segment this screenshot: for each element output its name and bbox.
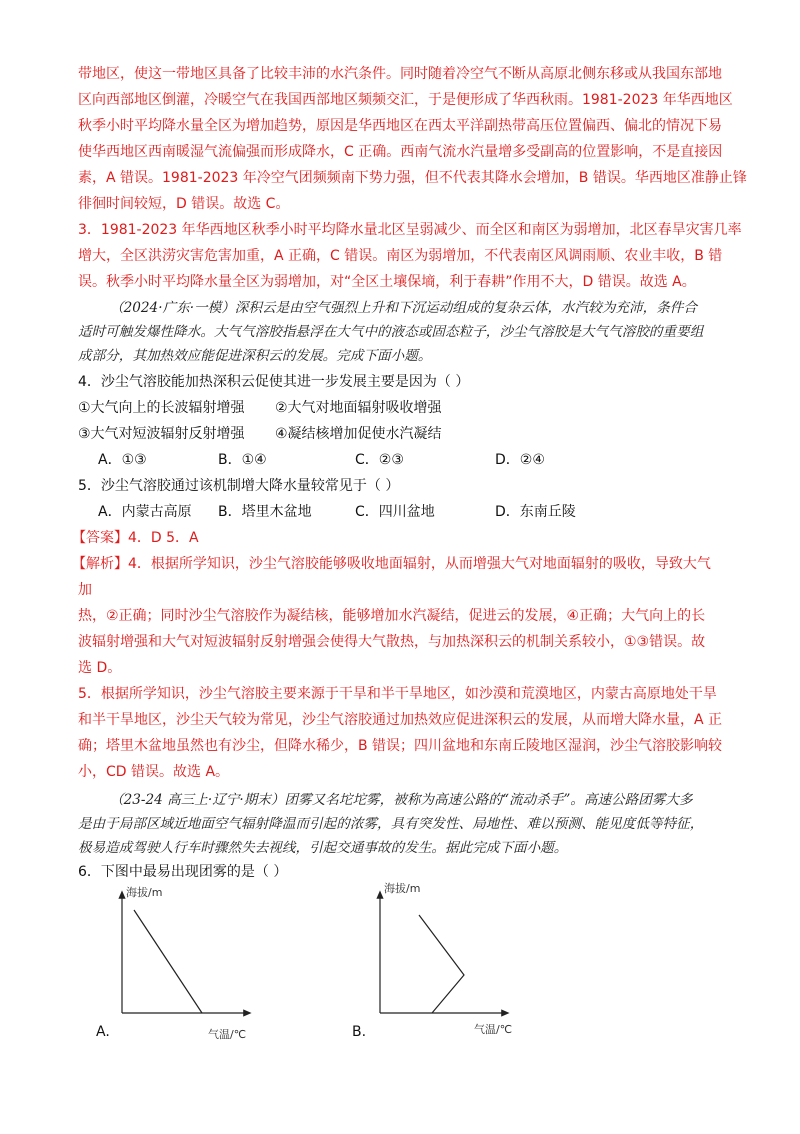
q5-choice-c[interactable]: C．四川盆地 <box>355 504 435 520</box>
answer-line <box>72 528 199 548</box>
intro-line: 极易造成驾驶人行车时骤然失去视线，引起交通事故的发生。据此完成下面小题。 <box>78 840 568 856</box>
analysis-line: 使华西地区西南暖湿气流偏强而形成降水，C 正确。西南气流水汽量增多受副高的位置影响，不是直接因 <box>78 144 723 160</box>
question-4-stem: 4．沙尘气溶胶能加热深积云促使其进一步发展主要是因为（ ） <box>78 374 470 390</box>
analysis-4-line: 波辐射增强和大气对短波辐射反射增强会使得大气散热，与加热深积云的机制关系较小，①③错误。故 <box>78 634 706 650</box>
q3-analysis-line: 增大，全区洪涝灾害危害加重，A 正确，C 错误。南区为弱增加，不代表南区风调雨顺、农业丰收，B 错 <box>78 248 723 264</box>
q4-item-3: ③大气对短波辐射反射增强 <box>78 426 245 442</box>
analysis-5-line: 小，CD 错误。故选 A。 <box>78 764 230 780</box>
intro-line: （2024·广东·一模）深积云是由空气强烈上升和下沉运动组成的复杂云体，水汽较为充沛，条件合 <box>110 300 697 316</box>
y-axis-label: 海拔/m <box>384 882 421 895</box>
q5-choice-a[interactable]: A．内蒙古高原 <box>98 504 192 520</box>
analysis-line: 区向西部地区倒灌，冷暖空气在我国西部地区频频交汇，于是便形成了华西秋雨。1981-2023 年华西地区 <box>78 92 733 108</box>
q4-item-1: ①大气向上的长波辐射增强 <box>78 400 245 416</box>
analysis-4-line: 选 D。 <box>78 660 122 676</box>
q4-choice-b[interactable]: B．①④ <box>218 452 267 468</box>
x-axis-label: 气温/℃ <box>208 1028 247 1041</box>
analysis-4-line: 热，②正确；同时沙尘气溶胶作为凝结核，能够增加水汽凝结，促进云的发展，④正确；大气向上的长 <box>78 608 706 624</box>
y-axis-label: 海拔/m <box>126 886 163 899</box>
q5-choice-d[interactable]: D．东南丘陵 <box>495 504 576 520</box>
analysis-line: 素，A 错误。1981-2023 年冷空气团频频南下势力强，但不代表其降水会增加，B 错误。华西地区准静止锋 <box>78 170 747 186</box>
q4-choice-c[interactable]: C．②③ <box>355 452 404 468</box>
analysis-line: 秋季小时平均降水量全区为增加趋势，原因是华西地区在西太平洋副热带高压位置偏西、偏北的情况下易 <box>78 118 722 134</box>
answer-tag: 【答案】 <box>72 530 128 546</box>
question-5-stem: 5．沙尘气溶胶通过该机制增大降水量较常见于（ ） <box>78 478 400 494</box>
temperature-profile-line <box>134 910 202 1013</box>
analysis-line: 带地区，使这一带地区具备了比较丰沛的水汽条件。同时随着冷空气不断从高原北侧东移或从我国东部地 <box>78 66 722 82</box>
temperature-profile-line <box>419 915 464 1013</box>
q4-item-4: ④凝结核增加促使水汽凝结 <box>275 426 442 442</box>
q4-item-2: ②大气对地面辐射吸收增强 <box>275 400 442 416</box>
q6-graph-b <box>366 878 516 1043</box>
analysis-5-line: 5．根据所学知识，沙尘气溶胶主要来源于干旱和半干旱地区，如沙漠和荒漠地区，内蒙古高原地处干旱 <box>78 686 717 702</box>
intro-line: 适时可触发爆性降水。大气气溶胶指悬浮在大气中的液态或固态粒子，沙尘气溶胶是大气气溶胶的重要组 <box>78 324 704 340</box>
q5-choice-b[interactable]: B．塔里木盆地 <box>218 504 312 520</box>
analysis-tag: 【解析】 <box>72 556 128 572</box>
q6-graph-a <box>110 880 260 1045</box>
x-axis-label: 气温/℃ <box>474 1023 513 1036</box>
question-6-stem: 6．下图中最易出现团雾的是（ ） <box>78 864 288 880</box>
q6-choice-a-label[interactable]: A. <box>96 1024 110 1040</box>
q4-choice-d[interactable]: D．②④ <box>495 452 545 468</box>
analysis-line: 徘徊时间较短，D 错误。故选 C。 <box>78 196 290 212</box>
q6-choice-b-label[interactable]: B. <box>352 1024 367 1040</box>
q4-choice-a[interactable]: A．①③ <box>98 452 147 468</box>
analysis-4-text: 4．根据所学知识，沙尘气溶胶能够吸收地面辐射，从而增强大气对地面辐射的吸收，导致大气 <box>128 556 711 572</box>
analysis-5-line: 和半干旱地区，沙尘天气较为常见，沙尘气溶胶通过加热效应促进深积云的发展，从而增大降水量，A 正 <box>78 712 723 728</box>
intro-line: （23-24 高三上·辽宁·期末）团雾又名坨坨雾，被称为高速公路的“流动杀手”。高速公路团雾大多 <box>110 792 693 808</box>
intro-line: 是由于局部区域近地面空气辐射降温而引起的浓雾，具有突发性、局地性、难以预测、能见度低等特征， <box>78 816 704 832</box>
answer-text: 4．D 5．A <box>128 530 199 546</box>
q3-analysis-line: 3．1981-2023 年华西地区秋季小时平均降水量北区呈弱减少、而全区和南区为弱增加，北区春旱灾害几率 <box>78 222 742 238</box>
intro-line: 成部分，其加热效应能促进深积云的发展。完成下面小题。 <box>78 348 432 364</box>
analysis-4-first <box>72 554 711 574</box>
analysis-5-line: 确；塔里木盆地虽然也有沙尘，但降水稀少，B 错误；四川盆地和东南丘陵地区湿润，沙尘气溶胶影响较 <box>78 738 723 754</box>
q3-analysis-line: 误。秋季小时平均降水量全区为弱增加，对“全区土壤保墒，利于春耕”作用不大，D 错误。故选 A。 <box>78 274 696 290</box>
analysis-4-line: 加 <box>78 582 92 598</box>
